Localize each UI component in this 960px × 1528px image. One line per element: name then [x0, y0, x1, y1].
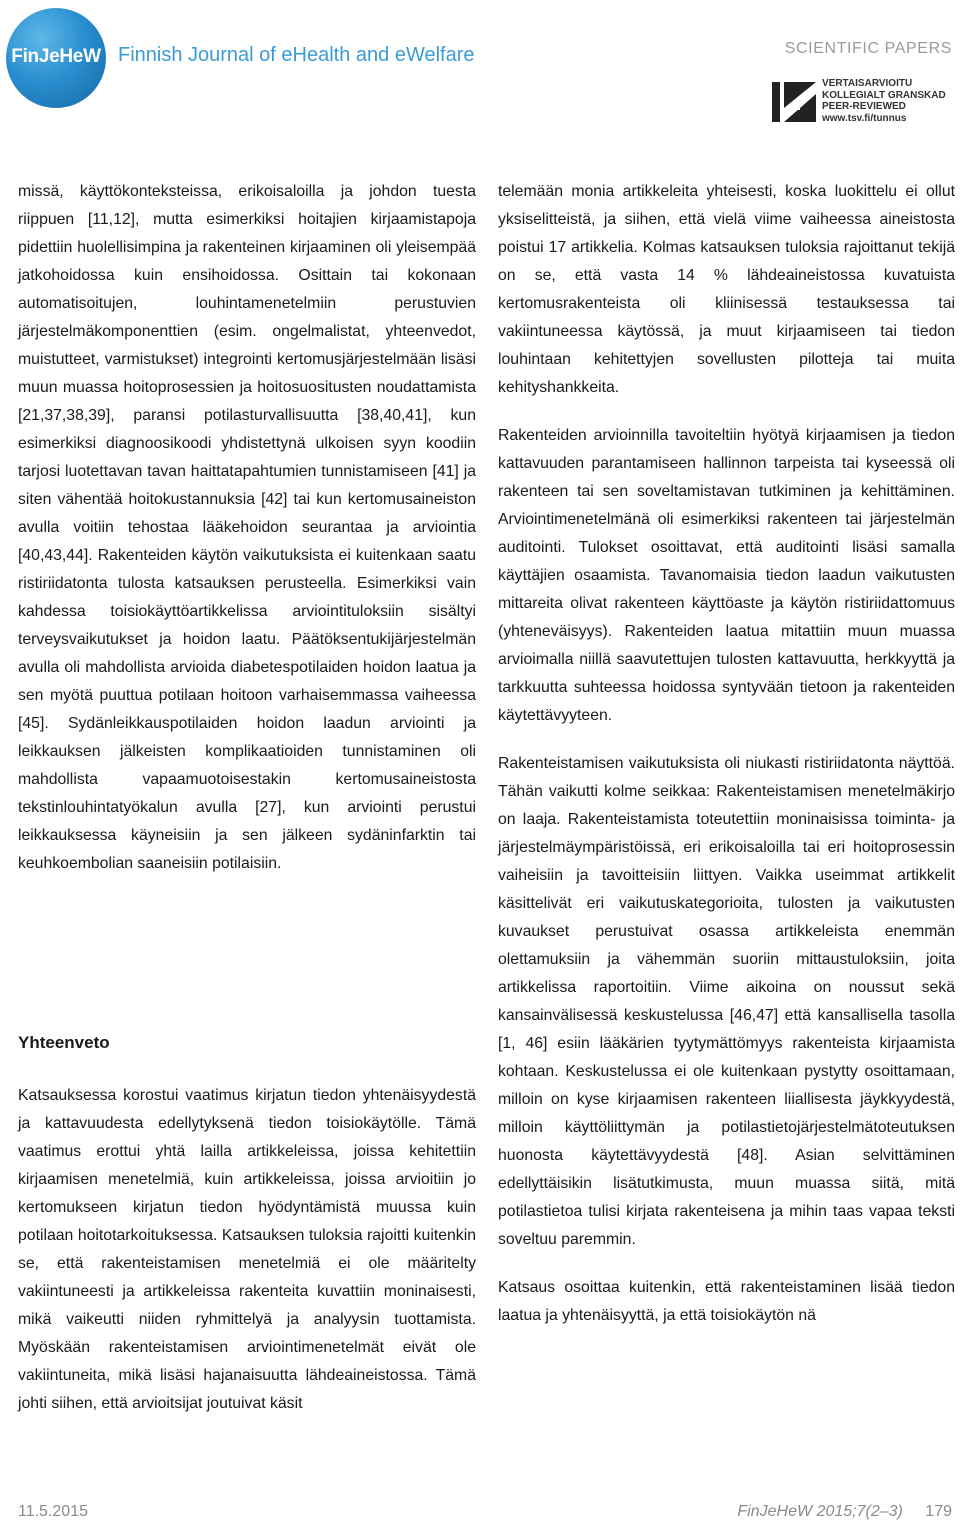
right-column: [498, 178, 955, 1330]
tsv-badge-icon: [770, 78, 818, 126]
badge-line: VERTAISARVIOITU: [822, 78, 913, 89]
footer-date: 11.5.2015: [18, 1503, 88, 1520]
body-paragraph: Rakenteistamisen vaikutuksista oli niukasti ristiriidatonta näyttöä. Tähän vaikutti kolme seikkaa: Rakenteistamisen menetelmäkirjo on laaja. Rakenteistamista toteutettiin moninaisissa toiminta- ja järjestelmäympäristöissä, eri erikoisaloilla tai eri hoitoprosessin vaiheisiin ja tavoitteisiin liittyen. Vaikka useimmat artikkelit käsittelivät eri vaikutuskategorioita, tulosten ja vaikutusten kuvaukset perustuivat osassa artikkeleista enemmän olettamuksiin ja vähemmän suoriin mittaustuloksiin, joita artikkelissa raportoitiin. Viime aikoina on noussut sekä kansainvälisessä keskustelussa [46,47] että kansallisella tasolla [1, 46] esiin lääkärien tyytymättömyys rakenteista kirjaamista kohtaan. Keskustelussa ei ole kuitenkaan pystytty osoittamaan, milloin on kyse kirjaamisen rakenteen liiallisesta jäykkyydestä, milloin käyttöliittymän ja potilastietojärjestelmätoteutuksen huonosta käytettävyydestä [48]. Asian selvittäminen edellyttäisikin lisätutkimusta, muun muassa siitä, mitä potilastietoa tulisi kirjata rakenteisena ja mihin taas vapaa teksti soveltuu paremmin.: [498, 755, 955, 1248]
body-paragraph: telemään monia artikkeleita yhteisesti, koska luokittelu ei ollut yksiselitteistä, ja siihen, että vielä viime vaiheessa aineistosta poistui 17 artikkelia. Kolmas katsauksen tuloksia rajoittanut tekijä on se, että vasta 14 % lähdeaineistossa kuvatuista kertomusrakenteista oli kliinisessä testauksessa tai vakiintuneessa käytössä, ja muut kirjaamiseen tai tiedon louhintaan kehitettyjen sovellusten pilotteja tai muita kehityshankkeita.: [498, 183, 955, 396]
left-column: [18, 178, 476, 878]
badge-url[interactable]: www.tsv.fi/tunnus: [822, 112, 907, 124]
footer-citation: [737, 1503, 952, 1521]
summary-paragraph: Katsauksessa korostui vaatimus kirjatun tiedon yhtenäisyydestä ja kattavuudesta edellytyksenä tiedon toisiokäytölle. Tämä vaatimus erottui yhtä lailla artikkeleissa, joissa kehitettiin kirjaamisen menetelmiä, kuin artikkeleissa, joissa arvioitiin jo kertomukseen kirjatun tiedon hyödyntämistä muussa kuin potilaan hoitotarkoituksessa. Katsauksen tuloksia rajoitti kuitenkin se, että rakenteistamisen menetelmiä ei ole määritelty vakiintuneesti ja artikkeleissa rakenteita kuvattiin moninaisesti, mikä vaikeutti niiden ryhmittelyä ja analyysin tuottamista. Myöskään rakenteistamisen arviointimenetelmät eivät ole vakiintuneita, mikä lisäsi hajanaisuutta lähdeaineistossa. Tämä johti siihen, että arvioitsijat joutuivat käsit: [18, 1087, 476, 1412]
peer-reviewed-badge: [770, 78, 960, 126]
body-paragraph: missä, käyttökonteksteissa, erikoisaloilla ja johdon tuesta riippuen [11,12], mutta esimerkiksi hoitajien kirjaamistapoja pidettiin huolellisimpina ja rakenteinen kirjaaminen oli yleisempää jatkohoidossa kuin ensihoidossa. Osittain tai kokonaan automatisoitujen, louhintamenetelmiin perustuvien järjestelmäkomponenttien (esim. ongelmalistat, yhteenvedot, muistutteet, varmistukset) integrointi kertomusjärjestelmään lisäsi muun muassa hoitoprosessien ja hoitosuositusten noudattamista [21,37,38,39], paransi potilasturvallisuutta [38,40,41], kun esimerkiksi diagnoosikoodi yhdistettynä ulkoisen syyn koodiin tarjosi luotettavan tavan haittatapahtumien tunnistamiseen [41] ja siten vähentää hoitokustannuksia [42] tai kun kertomusaineiston avulla voitiin tehostaa lääkehoidon seurantaa ja arviointia [40,43,44]. Rakenteiden käytön vaikutuksista ei kuitenkaan saatu ristiriidatonta tulosta katsauksen perusteella. Esimerkiksi vain kahdessa toisiokäyttöartikkelissa arviointituloksiin sisältyi terveysvaikutukset ja hoidon laatu. Päätöksentukijärjestelmän avulla oli mahdollista arvioida diabetespotilaiden hoidon laatua ja sen myötä puuttua potilaan hoitoon varhaisemmassa vaiheessa [45]. Sydänleikkauspotilaiden hoidon laadun arviointi ja leikkauksen jälkeisten komplikaatioiden tunnistaminen oli mahdollista vapaamuotoisestakin kertomusaineistosta tekstinlouhintatyökalun avulla [27], kun arviointi perustui leikkauksessa käyneisiin ja sen jälkeen sydäninfarktin tai keuhkoembolian saaneisiin potilaisiin.: [18, 183, 476, 872]
body-paragraph: Katsaus osoittaa kuitenkin, että rakenteistaminen lisää tiedon laatua ja yhtenäisyyttä, ja että toisiokäytön nä: [498, 1279, 955, 1324]
journal-logo: [6, 8, 106, 108]
badge-line: KOLLEGIALT GRANSKAD: [822, 89, 946, 101]
logo-text: FinJeHeW: [11, 46, 101, 67]
badge-line: PEER-REVIEWED: [822, 101, 906, 112]
section-heading: Yhteenveto: [18, 1033, 110, 1052]
citation-text: FinJeHeW 2015;7(2–3): [737, 1503, 903, 1520]
badge-text: [822, 78, 946, 124]
page-number: 179: [925, 1503, 952, 1520]
journal-title: Finnish Journal of eHealth and eWelfare: [118, 44, 475, 66]
body-paragraph: Rakenteiden arvioinnilla tavoiteltiin hyötyä kirjaamisen ja tiedon kattavuuden parantamiseen hallinnon tarpeista tai kyseessä oli rakenteen tai sen soveltamistavan tutkiminen ja kehittäminen. Arviointimenetelmänä oli esimerkiksi rakenteen tai järjestelmän auditointi. Tulokset osoittavat, että auditointi lisäsi samalla käyttäjien osaamista. Tavanomaisia tiedon laadun vaikutusten mittareita olivat rakenteen käyttöaste ja käytön ristiriidattomuus (yhteneväisyys). Rakenteiden laatua mitattiin muun muassa arvioimalla niillä saavutettujen tulosten kattavuutta, herkkyyttä ja tarkkuutta suhteessa hoidossa syntyvään tietoon ja rakenteiden käytettävyyteen.: [498, 427, 955, 724]
section-label: SCIENTIFIC PAPERS: [784, 40, 952, 57]
